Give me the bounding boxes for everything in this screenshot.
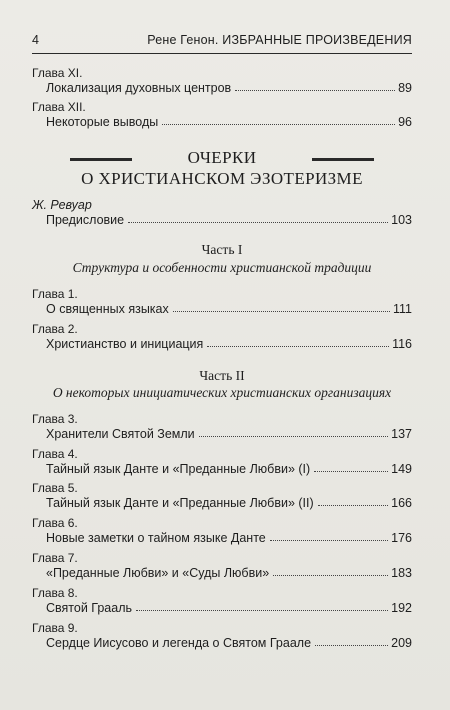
toc-entry[interactable] [46, 335, 412, 351]
entry-page: 149 [391, 462, 412, 476]
part-subtitle: О некоторых инициатических христианских организациях [52, 385, 392, 400]
entry-title: Сердце Иисусово и легенда о Святом Граале [46, 636, 312, 650]
toc-entry[interactable] [46, 425, 412, 441]
entry-page: 96 [398, 115, 412, 129]
dot-leader [314, 470, 388, 472]
chapter-label: Глава XI. [32, 66, 83, 80]
entry-title: Христианство и инициация [46, 337, 204, 351]
section-author: Ж. Ревуар [32, 198, 92, 212]
page-header [32, 31, 412, 54]
chapter-label: Глава 5. [32, 481, 78, 495]
entry-title: Тайный язык Данте и «Преданные Любви» (II) [46, 496, 314, 510]
dot-leader [270, 539, 388, 541]
running-title: Рене Генон. ИЗБРАННЫЕ ПРОИЗВЕДЕНИЯ [147, 33, 412, 47]
dot-leader [162, 123, 395, 125]
entry-page: 209 [391, 636, 412, 650]
chapter-label: Глава 6. [32, 516, 78, 530]
chapter-label: Глава 3. [32, 412, 78, 426]
chapter-label: Глава 8. [32, 586, 78, 600]
entry-page: 176 [391, 531, 412, 545]
entry-title: О священных языках [46, 302, 169, 316]
toc-entry[interactable] [46, 79, 412, 95]
section-title-line2: О ХРИСТИАНСКОМ ЭЗОТЕРИЗМЕ [81, 169, 363, 188]
chapter-label: Глава 2. [32, 322, 78, 336]
toc-entry[interactable] [46, 564, 412, 580]
dot-leader [273, 574, 388, 576]
entry-page: 103 [391, 213, 412, 227]
part-label: Часть I [201, 242, 243, 257]
entry-page: 166 [391, 496, 412, 510]
part-label: Часть II [199, 368, 245, 383]
chapter-label: Глава 1. [32, 287, 78, 301]
toc-entry[interactable] [46, 599, 412, 615]
dot-leader [128, 221, 388, 223]
toc-entry[interactable] [46, 529, 412, 545]
dot-leader [199, 435, 388, 437]
entry-page: 183 [391, 566, 412, 580]
entry-title: Локализация духовных центров [46, 81, 232, 95]
entry-page: 116 [392, 337, 412, 351]
toc-entry[interactable] [46, 113, 412, 129]
toc-entry[interactable] [46, 634, 412, 650]
toc-entry[interactable] [46, 300, 412, 316]
entry-page: 137 [391, 427, 412, 441]
chapter-label: Глава 7. [32, 551, 78, 565]
toc-entry[interactable] [46, 211, 412, 227]
toc-entry[interactable] [46, 494, 412, 510]
dot-leader [318, 504, 388, 506]
page-number: 4 [32, 33, 39, 47]
entry-title: Святой Грааль [46, 601, 133, 615]
part-subtitle: Структура и особенности христианской традиции [72, 260, 372, 275]
chapter-label: Глава XII. [32, 100, 86, 114]
entry-title: Предисловие [46, 213, 125, 227]
entry-title: Некоторые выводы [46, 115, 159, 129]
chapter-label: Глава 9. [32, 621, 78, 635]
chapter-label: Глава 4. [32, 447, 78, 461]
entry-title: Тайный язык Данте и «Преданные Любви» (I) [46, 462, 311, 476]
dot-leader [235, 89, 395, 91]
entry-title: «Преданные Любви» и «Суды Любви» [46, 566, 270, 580]
entry-page: 111 [392, 302, 412, 316]
entry-page: 89 [398, 81, 412, 95]
dot-leader [207, 345, 389, 347]
entry-title: Хранители Святой Земли [46, 427, 195, 441]
entry-title: Новые заметки о тайном языке Данте [46, 531, 266, 545]
dot-leader [315, 644, 388, 646]
toc-entry[interactable] [46, 460, 412, 476]
dot-leader [173, 310, 390, 312]
section-title-line1: ОЧЕРКИ [187, 148, 257, 167]
entry-page: 192 [391, 601, 412, 615]
dot-leader [136, 609, 388, 611]
